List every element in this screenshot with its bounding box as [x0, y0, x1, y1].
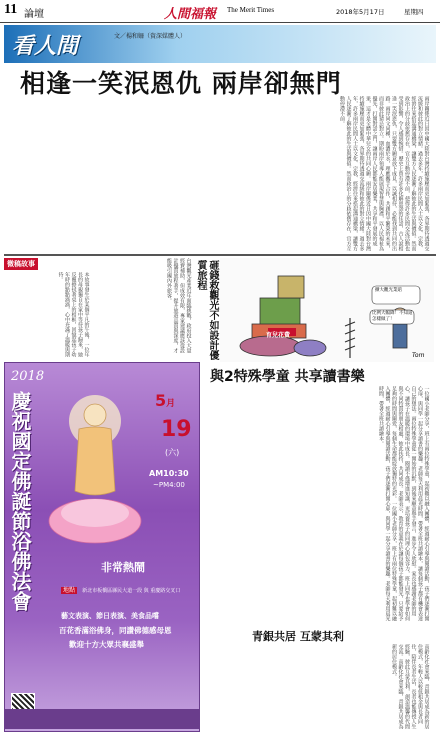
- editorial-cartoon: [195, 258, 436, 362]
- middle-article-text: 台灣觀光產業近年面臨挑戰，政府投入大量經費補助，但成效有限，專家建議應該從設計優質旅程著手，提升旅遊品質與深度，才能吸引國內外旅客。: [166, 258, 192, 353]
- buddha-statue-illustration: [45, 381, 145, 561]
- ad-date-box: [155, 391, 195, 410]
- opinion-body-text: 兩岸關係近日因中國大陸對台灣持續施壓而更加緊張，各界期待透過交流緩和彼此的對立情緒。過去多年，許多兩岸民間人士以文化、宗教、經濟往來搭起溝通橋梁，讓雙方人民逐漸了解彼此的生活與價值。然而政治上的分歧依舊存在，官方互動停滯不前，使得許多民間交流活動也受到影響，令人感到惋惜。歷史上曾有許多化解恩怨的佳話，古人說相逢一笑泯恩仇，只要雙方願意放下成見，以誠相待，必能找到共同的出路。兩岸同文同種，血濃於水，理應攜手合作，共創和平繁榮的未來，而非彼此猜忌對立。期盼兩岸領導人能展現智慧與胸襟，以人民福祉為優先，打開對話之門，讓兩岸人民都能安居樂業，共享和平發展的成果，這才是全體中華兒女的共同心願。兩岸關係近日因中國大陸對台灣持續施壓而更加緊張，各界期待透過交流緩和彼此的對立情緒。過去多年，許多兩岸民間人士以文化、宗教、經濟往來搭起溝通橋梁，讓雙方人民逐漸了解彼此的生活與價值。然而政治上的分歧依舊存在，官方互動停滯不前。: [339, 96, 430, 251]
- ad-day: 19: [161, 417, 192, 442]
- ad-weekday: (六): [165, 448, 180, 457]
- ad-year: 2018: [11, 369, 45, 384]
- article3-headline: 青銀共居 互蒙其利: [252, 630, 344, 643]
- paper-english-name: The Merit Times: [227, 6, 275, 14]
- ad-highlight: 非常熱鬧: [101, 561, 145, 574]
- byline: 文／楊和姍（資深媒體人）: [114, 33, 187, 40]
- ad-time-start: AM10:30: [149, 469, 189, 478]
- ad-venue-label: 地點: [63, 587, 76, 594]
- weekday: 星期四: [404, 8, 424, 16]
- ad-venue: 新北市板橋區縣民大道一段 與 重慶路交叉口: [82, 588, 181, 594]
- cartoon-bubble-1: 擴大觀光業賠: [375, 288, 402, 293]
- page-number: 11: [4, 2, 18, 17]
- cartoon-artist: Tom: [412, 352, 425, 359]
- date: 2018年5月17日: [336, 8, 385, 16]
- small-story-label: 微稿故事: [4, 258, 38, 270]
- cartoon-bubble-2: 比例大幅降！不知道怎樣做了！: [372, 311, 413, 322]
- ad-time-end: ~PM4:00: [153, 481, 185, 489]
- page-header: [0, 0, 440, 23]
- cartoon-illustration: [220, 258, 434, 362]
- column-logo: 看人間: [12, 33, 79, 59]
- small-story-text: 本故事發生於某個平凡的午後，一位年長的母親獨自在家中等待孩子歸來，她反覆擦拭著桌上的相框，回憶起孩子幼年時的點點滴滴，心中充滿了溫暖與期待。: [57, 272, 90, 357]
- article3-body-text: 高齡化社會來臨，青銀共居成為新的居住模式，年輕人以較低租金與長者同住，陪伴長者生活，長者也能傳授人生經驗，彼此互蒙其利，創造溫馨的代間交流。高齡化社會來臨，青銀共居成為新的居住模式。: [391, 644, 430, 729]
- cartoon-title: 砸錢救觀光不如設計優質旅程: [195, 260, 218, 360]
- ad-slogan-2: 歡迎十方大眾共襄盛舉: [69, 640, 144, 649]
- ad-footer-band: [5, 709, 199, 729]
- article2-body-text: 一位國小老師分享，班上有兩位特殊學童，起初難以融入團體，經過耐心引導與閱讀活動，孩子們逐漸打開心扉，與同學一起分享讀書的樂趣。老師每天利用晨光時間，帶著全班共讀繪本，讓每個孩子都有機會表達自己的想法。兩位特殊學童從一開始的沉默，到後來願意舉手發言，進步令人欣慰。家長也感謝老師的用心，讓孩子在溫暖的環境中成長。閱讀不僅增進知識，更培養孩子的同理心與包容力，班上同學也學會如何與不同特質的朋友相處，彼此扶持，共同成長。老師表示，教育的意義在於讓每個孩子都能發光，只要給予足夠的時間與關愛，每個生命都能綻放獨特的光彩。一位國小老師分享，班上有兩位特殊學童，起初難以融入團體，經過耐心引導與閱讀活動，孩子們逐漸打開心扉，與同學一起分享讀書的樂趣。老師每天利用晨光時間，帶著全班共讀繪本。: [378, 386, 430, 621]
- cartoon-sign: 育兒花費: [266, 332, 291, 339]
- opinion-headline: 相逢一笑泯恩仇 兩岸卻無門: [20, 69, 342, 98]
- ad-venue-row: [61, 577, 195, 596]
- ad-activities: 藝文表演、節日表演、美食品嚐: [61, 612, 159, 620]
- ad-main-title: 慶祝國定佛誕節浴佛法會: [8, 391, 32, 611]
- article2-headline: 與2特殊學童 共享讀書樂: [210, 369, 365, 385]
- ad-slogan-1: 百花香滿浴佛身，同讚佛德感母恩: [59, 626, 172, 635]
- opinion-banner: [4, 25, 436, 63]
- section-title: 論壇: [24, 9, 44, 20]
- ad-month-unit: 月: [166, 399, 176, 409]
- ad-month: 5: [155, 391, 167, 410]
- buddha-birthday-ad: [4, 362, 200, 732]
- paper-logo: 人間福報: [164, 7, 217, 22]
- section-divider: [4, 254, 436, 256]
